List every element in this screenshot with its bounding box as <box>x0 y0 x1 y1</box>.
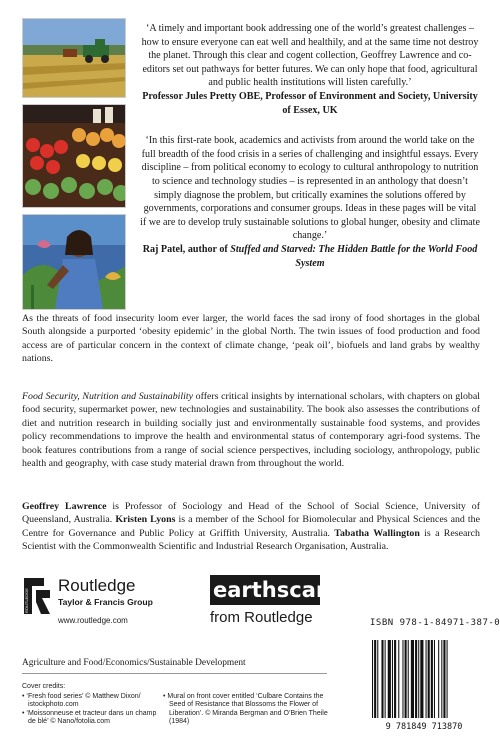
editors-bio <box>22 500 480 554</box>
market-produce-photo <box>22 104 126 208</box>
barcode-bar <box>385 640 386 718</box>
isbn-label: ISBN 978-1-84971-387-0 <box>370 618 500 628</box>
routledge-emblem-text: ROUTLEDGE <box>24 588 29 613</box>
barcode-bars <box>368 638 480 732</box>
endorsement-attribution: Professor Jules Pretty OBE, Professor of Environment and Society, University of Essex, UK <box>142 90 478 116</box>
barcode-bar <box>398 640 399 718</box>
credit-item: • ‘Fresh food series’ © Matthew Dixon/ istockphoto.com <box>22 692 141 709</box>
barcode-bar <box>431 640 433 718</box>
endorsement-attribution <box>140 243 480 270</box>
credit-item: • Mural on front cover entitled ‘Culbare Contains the Seed of Resistance that Blossoms the Flower of Liberation’. © Miranda Bergman and O’Brien Theile (1984) <box>163 692 328 726</box>
barcode-bar <box>405 640 407 718</box>
credits-heading: Cover credits: <box>22 683 66 690</box>
editor-name: Tabatha Wallington <box>334 527 420 539</box>
barcode-bar <box>377 640 378 718</box>
publisher-name: Routledge <box>58 576 136 595</box>
cover-credits <box>22 683 342 727</box>
barcode-bar <box>426 640 427 718</box>
publisher-url[interactable]: www.routledge.com <box>58 616 128 625</box>
endorsement-text: ‘In this first-rate book, academics and activists from around the world take on the full breadth of the food crisis in a series of challenging and insightful essays. Every discipline – from political economy to ecology to cultural anthropology to nutrition to science and technology studies – is represented in an anthology that doesn’t simply diagnose the problem, but critically examines the solutions offered by governments, corporations and consumer groups. Ideas in these pages will be vital if we are to develop truly sustainable solutions to global hunger, obesity and climate change.’ <box>140 135 480 242</box>
barcode-bar <box>434 640 435 718</box>
barcode-bar <box>388 640 391 718</box>
publisher-group: Taylor & Francis Group <box>58 597 153 607</box>
endorsement-text: ‘A timely and important book addressing one of the world’s greatest challenges – how to ensure everyone can eat well and healthily, and at the same time not destroy the planet. Through this clear and cogent collection, Geoffrey Lawrence and co-editors set out pathways for better futures. We can only hope that food, agricultural and public health institutions will listen carefully.’ <box>141 23 479 89</box>
endorsements <box>140 22 480 270</box>
barcode-bar <box>428 640 430 718</box>
editor-name: Kristen Lyons <box>115 514 176 526</box>
credits-column-1 <box>22 693 157 727</box>
earthscan-logo <box>210 575 340 635</box>
earthscan-wordmark: earthscan <box>210 575 320 605</box>
credits-columns <box>22 693 342 727</box>
barcode <box>368 638 480 732</box>
harvester-photo <box>22 18 126 98</box>
editor-bio-text: is a Research Scientist with the Commonwealth Scientific and Industrial Research Organisation, Australia. <box>22 527 480 553</box>
blurb-text: offers critical insights by international scholars, with chapters on global food security, supermarket power, new technologies and sustainability. The book also assesses the contributions of diet and nutrition research in building socially just and environmentally sustainable food systems, and provides policy recommendations to improve the health and environmental status of contemporary agri-food systems. The book features contributions from a range of social science perspectives, including sociology, anthropology, public health and geography, with case study material drawn from throughout the world. <box>22 391 480 470</box>
barcode-bar <box>381 640 383 718</box>
barcode-bar <box>374 640 376 718</box>
earthscan-from: from Routledge <box>210 609 313 626</box>
barcode-bar <box>441 640 442 718</box>
barcode-bar <box>418 640 419 718</box>
barcode-bar <box>420 640 423 718</box>
blurb-paragraph-1: As the threats of food insecurity loom ever larger, the world faces the sad irony of food shortages in the global South alongside a purported ‘obesity epidemic’ in the global North. The twin issues of food production and food access are of particular concern in the context of climate change, ‘peak oil’, biofuels and land grabs by wealthy nations. <box>22 313 480 365</box>
routledge-logo <box>22 576 197 638</box>
editor-name: Geoffrey Lawrence <box>22 501 107 512</box>
barcode-bar <box>438 640 439 718</box>
endorsement-patel <box>140 134 480 270</box>
endorsement-pretty <box>140 22 480 117</box>
barcode-bar <box>447 640 448 718</box>
blurb-paragraph-2 <box>22 390 480 470</box>
barcode-bar <box>402 640 403 718</box>
barcode-bar <box>392 640 393 718</box>
credit-item: • ‘Moissonneuse et tracteur dans un champ de blé’ © Nano/fotolia.com <box>22 709 157 726</box>
book-title: Food Security, Nutrition and Sustainability <box>22 391 194 402</box>
cover-photos <box>22 18 126 316</box>
attribution-prefix: Raj Patel, author of <box>142 243 231 255</box>
barcode-bar <box>372 640 373 718</box>
mural-photo <box>22 214 126 310</box>
barcode-digits: 9 781849 713870 <box>385 722 463 732</box>
attribution-book-title: Stuffed and Starved: The Hidden Battle for the World Food System <box>230 243 478 269</box>
barcode-bar <box>408 640 409 718</box>
credits-column-2 <box>163 693 338 727</box>
routledge-emblem-icon <box>22 576 52 616</box>
barcode-bar <box>415 640 417 718</box>
barcode-bar <box>394 640 396 718</box>
subject-category: Agriculture and Food/Economics/Sustainable Development <box>22 658 327 674</box>
barcode-bar <box>443 640 445 718</box>
editor-bio-text: is Professor of Sociology and Head of the School of Social Science, University of Queensland, Australia. <box>22 501 480 526</box>
editor-bio-text: is a member of the School for Biomolecular and Physical Sciences and the Centre for Governance and Public Policy at Griffith University, Australia. <box>22 514 480 539</box>
barcode-bar <box>411 640 414 718</box>
